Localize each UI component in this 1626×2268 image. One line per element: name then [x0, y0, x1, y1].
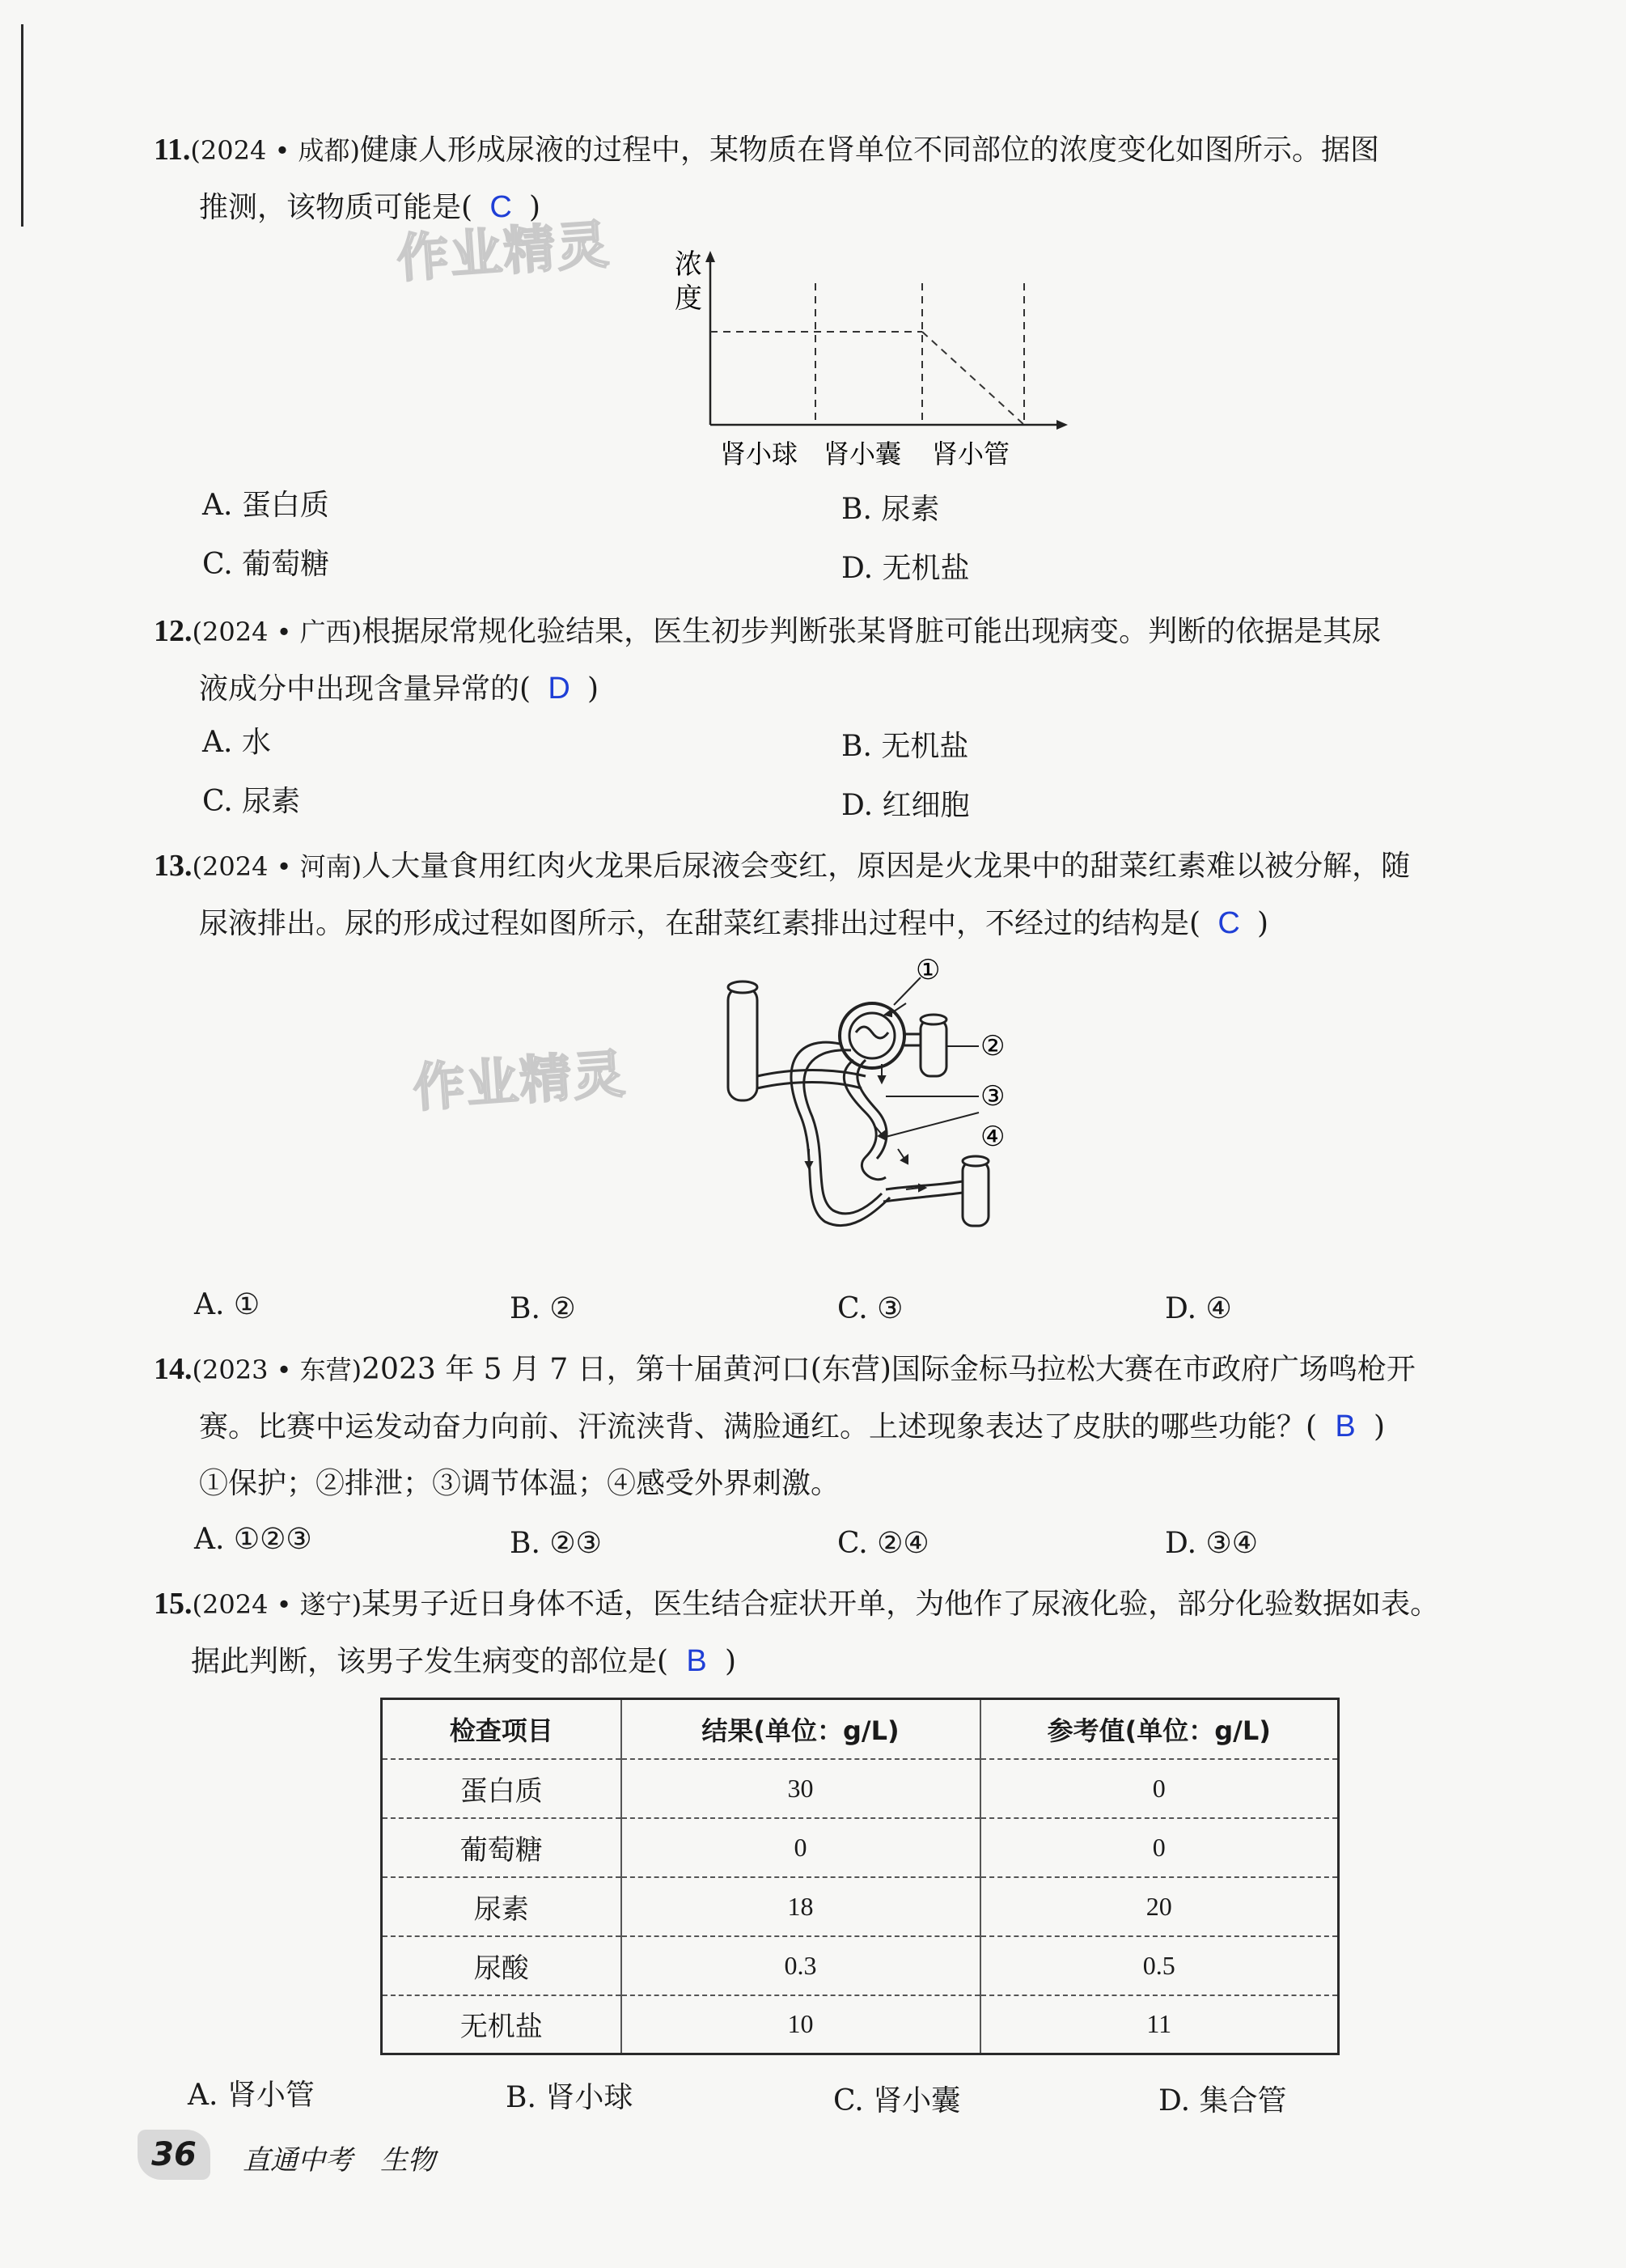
watermark: 作业精灵 [395, 214, 612, 290]
question-choices-list: ①保护；②排泄；③调节体温；④感受外界刺激。 [199, 1467, 841, 1500]
closing-paren: ) [587, 672, 599, 706]
closing-paren: ) [725, 1645, 737, 1678]
vein-vessel-right [963, 1156, 989, 1226]
option-d[interactable]: D. ④ [1165, 1292, 1232, 1325]
watermark: 作业精灵 [411, 1044, 629, 1120]
option-d[interactable]: D. 红细胞 [841, 789, 970, 822]
question-14 [154, 1341, 1545, 1512]
item-cell: 尿酸 [382, 1936, 621, 1995]
option-a[interactable]: A. 水 [202, 726, 271, 759]
table-row [382, 1936, 1339, 1995]
question-stem: 尿液排出。尿的形成过程如图所示，在甜菜红素排出过程中，不经过的结构是( [199, 907, 1201, 940]
question-11 [154, 121, 1545, 236]
margin-rule [21, 24, 23, 227]
option-b[interactable]: B. 尿素 [841, 493, 940, 526]
option-b[interactable]: B. ② [510, 1292, 576, 1325]
closing-paren: ) [1374, 1410, 1386, 1443]
question-stem: 液成分中出现含量异常的( [199, 672, 531, 706]
question-stem: 2023 年 5 月 7 日，第十届黄河口(东营)国际金标马拉松大赛在市政府广场鸣枪开 [362, 1353, 1416, 1386]
table-row [382, 1995, 1339, 2054]
question-stem: 推测，该物质可能是( [199, 191, 473, 224]
option-b[interactable]: B. 无机盐 [841, 730, 969, 763]
option-c[interactable]: C. 葡萄糖 [202, 548, 330, 581]
question-stem: 人大量食用红肉火龙果后尿液会变红，原因是火龙果中的甜菜红素难以被分解，随 [362, 850, 1411, 883]
result-cell: 30 [621, 1759, 980, 1818]
reference-cell: 0.5 [980, 1936, 1339, 1995]
answer-mark: B [1335, 1410, 1356, 1443]
table-row [382, 1818, 1339, 1877]
question-number: 11. [154, 133, 191, 167]
result-cell: 10 [621, 1995, 980, 2054]
x-label-bowman-capsule: 肾小囊 [824, 439, 902, 469]
item-cell: 尿素 [382, 1877, 621, 1936]
label-leaders [886, 977, 979, 1137]
option-a[interactable]: A. 肾小管 [188, 2079, 315, 2112]
answer-mark: C [1217, 906, 1240, 940]
reference-cell: 20 [980, 1877, 1339, 1936]
marker-2: ② [980, 1030, 1006, 1062]
question-number: 12. [154, 614, 193, 648]
column-header: 结果(单位：g/L) [621, 1699, 980, 1759]
nephron-diagram [712, 955, 1052, 1262]
option-d[interactable]: D. 集合管 [1158, 2084, 1287, 2118]
table-row [382, 1877, 1339, 1936]
option-a[interactable]: A. 蛋白质 [202, 489, 329, 522]
y-axis-label-1: 浓 [675, 248, 702, 281]
question-15 [154, 1575, 1545, 1690]
option-a[interactable]: A. ① [194, 1288, 260, 1321]
reference-cell: 11 [1146, 2009, 1172, 2039]
question-number: 15. [154, 1587, 193, 1621]
option-c[interactable]: C. 肾小囊 [833, 2084, 961, 2118]
question-source: (2024 • 广西) [192, 617, 362, 647]
question-number: 13. [154, 849, 193, 883]
question-stem: 某男子近日身体不适，医生结合症状开单，为他作了尿液化验，部分化验数据如表。 [362, 1588, 1440, 1621]
item-cell: 蛋白质 [382, 1759, 621, 1818]
marker-4: ④ [980, 1121, 1006, 1153]
column-header: 检查项目 [382, 1699, 621, 1759]
closing-paren: ) [1257, 907, 1269, 940]
question-source: (2024 • 遂宁) [192, 1589, 362, 1620]
result-cell: 0.3 [621, 1936, 980, 1995]
answer-mark: B [686, 1644, 707, 1678]
answer-mark: C [489, 190, 512, 224]
closing-paren: ) [529, 191, 541, 224]
question-12 [154, 603, 1545, 718]
table-row [382, 1759, 1339, 1818]
item-cell: 无机盐 [382, 1995, 621, 2054]
x-axis-arrow [1056, 420, 1068, 430]
question-number: 14. [154, 1352, 193, 1386]
question-stem: 健康人形成尿液的过程中，某物质在肾单位不同部位的浓度变化如图所示。据图 [360, 134, 1380, 167]
book-title: 直通中考 生物 [243, 2144, 435, 2177]
page-number: 36 [138, 2130, 210, 2180]
question-stem: 据此判断，该男子发生病变的部位是( [191, 1645, 669, 1678]
option-d[interactable]: D. 无机盐 [841, 552, 970, 585]
concentration-chart [663, 243, 1084, 477]
result-cell: 0 [621, 1818, 980, 1877]
column-header: 参考值(单位：g/L) [980, 1699, 1339, 1759]
option-b[interactable]: B. ②③ [510, 1527, 602, 1560]
answer-mark: D [548, 672, 570, 706]
result-cell: 18 [621, 1877, 980, 1936]
reference-cell: 0 [980, 1818, 1339, 1877]
question-stem: 赛。比赛中运发动奋力向前、汗流浃背、满脸通红。上述现象表达了皮肤的哪些功能？( [199, 1410, 1318, 1443]
option-d[interactable]: D. ③④ [1165, 1527, 1259, 1560]
option-b[interactable]: B. 肾小球 [506, 2081, 633, 2114]
question-stem: 根据尿常规化验结果，医生初步判断张某肾脏可能出现病变。判断的依据是其尿 [362, 615, 1382, 648]
option-c[interactable]: C. ③ [837, 1292, 904, 1325]
y-axis-label-2: 度 [675, 282, 702, 315]
urinalysis-table [380, 1698, 1340, 2055]
question-13 [154, 837, 1545, 952]
concentration-curve-drop [922, 332, 1024, 425]
table-header-row [382, 1699, 1339, 1759]
x-label-tubule: 肾小管 [932, 439, 1010, 469]
option-a[interactable]: A. ①②③ [194, 1523, 312, 1556]
marker-1: ① [916, 955, 941, 986]
x-label-glomerulus: 肾小球 [720, 439, 798, 469]
renal-artery-vessel [921, 1015, 946, 1076]
reference-cell: 0 [980, 1759, 1339, 1818]
option-c[interactable]: C. 尿素 [202, 785, 301, 818]
question-source: (2024 • 成都) [190, 135, 361, 166]
y-axis-arrow [705, 251, 715, 262]
marker-3: ③ [980, 1080, 1006, 1113]
glomerulus-capsule [840, 1003, 921, 1068]
question-source: (2024 • 河南) [192, 851, 362, 882]
item-cell: 葡萄糖 [382, 1818, 621, 1877]
question-source: (2023 • 东营) [192, 1354, 362, 1385]
option-c[interactable]: C. ②④ [837, 1527, 929, 1560]
